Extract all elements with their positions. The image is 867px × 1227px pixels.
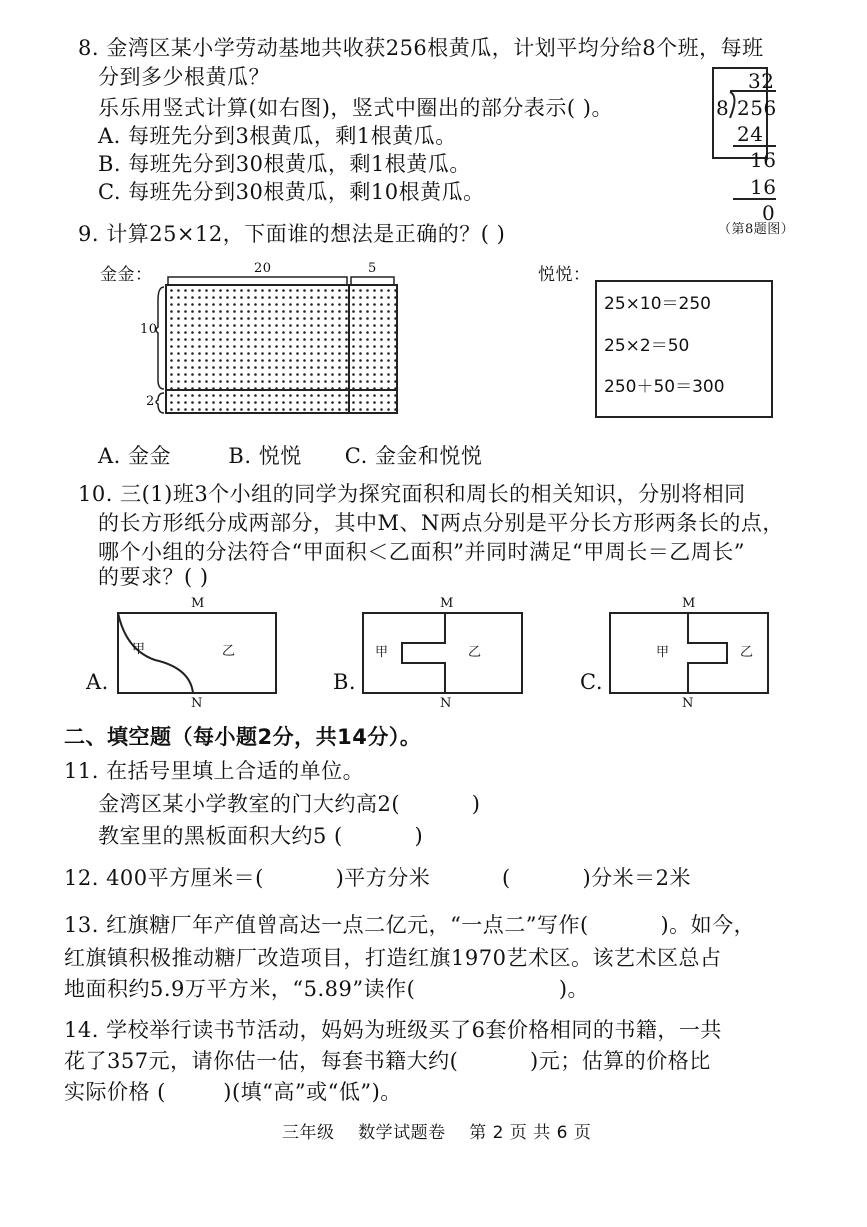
q10-a-yi: 乙	[222, 644, 236, 659]
q9-yueyue-label: 悦悦：	[538, 265, 591, 285]
q14-line2: 花了357元，请你估一估，每套书籍大约( )元；估算的价格比	[64, 1049, 711, 1073]
q8-option-b: B. 每班先分到30根黄瓜，剩1根黄瓜。	[98, 152, 471, 176]
q9-jinjin-label: 金金：	[100, 265, 153, 285]
q10-c-m: M	[682, 596, 696, 611]
q10-stem-line4: 的要求？( )	[98, 565, 209, 589]
q9-options: A. 金金 B. 悦悦 C. 金金和悦悦	[98, 444, 483, 468]
q9-dim-top-20: 20	[254, 261, 272, 276]
q8-figure-caption: （第8题图）	[718, 222, 795, 237]
q10-b-yi: 乙	[468, 645, 482, 660]
q8-stem-line1: 8. 金湾区某小学劳动基地共收获256根黄瓜，计划平均分给8个班，每班	[78, 36, 764, 60]
q8-remainder: 0	[762, 201, 776, 225]
q8-divisor: 8	[716, 96, 730, 120]
q10-stem-line1: 10. 三(1)班3个小组的同学为探究面积和周长的相关知识，分别将相同	[78, 482, 746, 506]
q13-line1: 13. 红旗糖厂年产值曾高达一点二亿元，“一点二”写作( )。如今，	[64, 913, 756, 937]
q10-stem-line2: 的长方形纸分成两部分，其中M、N两点分别是平分长方形两条长的点，	[98, 511, 784, 535]
q8-option-a: A. 每班先分到3根黄瓜，剩1根黄瓜。	[98, 124, 457, 148]
q11-line1: 金湾区某小学教室的门大约高2( )	[98, 792, 481, 816]
section2-title: 二、填空题（每小题2分，共14分）。	[64, 725, 422, 749]
q8-dividend: 256	[737, 96, 777, 120]
q10-b-n: N	[440, 696, 452, 711]
q9-calc-2: 25×2＝50	[604, 336, 690, 356]
q9-stem: 9. 计算25×12，下面谁的想法是正确的？( )	[78, 222, 506, 246]
q8-step1: 24	[737, 122, 764, 146]
q9-dim-top-5: 5	[368, 261, 377, 276]
q14-line1: 14. 学校举行读书节活动，妈妈为班级买了6套价格相同的书籍，一共	[64, 1018, 722, 1042]
q10-cut-c	[688, 613, 727, 693]
q10-label-c: C.	[580, 670, 603, 694]
q10-b-jia: 甲	[375, 645, 389, 660]
page-footer: 三年级 数学试题卷 第 2 页 共 6 页	[282, 1123, 592, 1143]
q14-line3: 实际价格 ( )(填“高”或“低”)。	[64, 1080, 402, 1104]
q10-a-jia: 甲	[132, 642, 146, 657]
q10-label-a: A.	[86, 670, 109, 694]
q10-b-m: M	[440, 596, 454, 611]
q10-label-b: B.	[333, 670, 357, 694]
q10-cut-b	[402, 613, 445, 693]
q9-dim-left-10: 10	[140, 322, 158, 337]
q8-step2: 16	[750, 148, 777, 172]
q8-stem-line3: 乐乐用竖式计算(如右图)，竖式中圈出的部分表示( )。	[98, 96, 613, 120]
q8-option-c: C. 每班先分到30根黄瓜，剩10根黄瓜。	[98, 180, 485, 204]
q9-dim-left-2: 2	[146, 394, 155, 409]
q13-line2: 红旗镇积极推动糖厂改造项目，打造红旗1970艺术区。该艺术区总占	[64, 946, 722, 970]
q11-stem: 11. 在括号里填上合适的单位。	[64, 759, 365, 783]
q10-a-m: M	[191, 596, 205, 611]
q8-stem-line2: 分到多少根黄瓜？	[98, 65, 270, 89]
q9-calc-3: 250＋50＝300	[604, 377, 725, 397]
q10-c-yi: 乙	[740, 645, 754, 660]
q8-quotient: 32	[748, 69, 775, 93]
q10-stem-line3: 哪个小组的分法符合“甲面积＜乙面积”并同时满足“甲周长＝乙周长”	[98, 540, 745, 564]
q10-c-n: N	[682, 696, 694, 711]
q12-stem: 12. 400平方厘米＝( )平方分米 ( )分米＝2米	[64, 866, 692, 890]
q10-curve-a	[118, 613, 193, 693]
q13-line3: 地面积约5.9万平方米，“5.89”读作( )。	[64, 977, 590, 1001]
q10-a-n: N	[191, 696, 203, 711]
q11-line2: 教室里的黑板面积大约5 ( )	[98, 824, 424, 848]
q8-step3: 16	[750, 175, 777, 199]
q9-calc-1: 25×10＝250	[604, 294, 711, 314]
q10-c-jia: 甲	[656, 645, 670, 660]
